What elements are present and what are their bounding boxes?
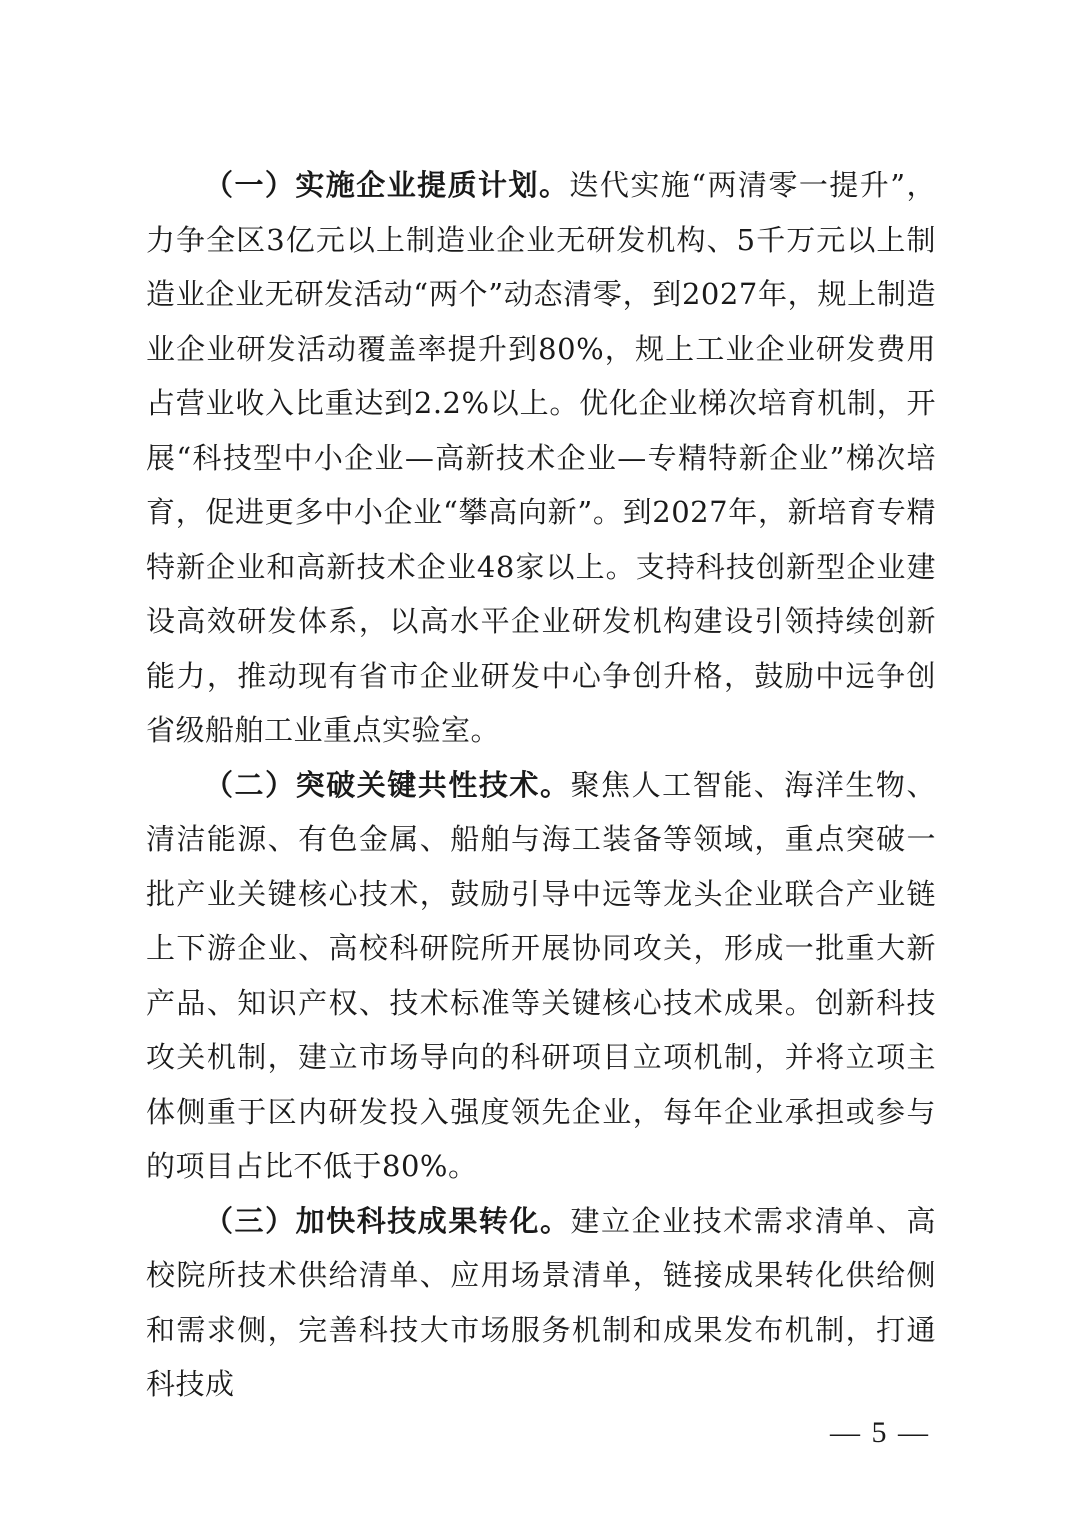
paragraph-1-body: 迭代实施“两清零一提升”，力争全区3亿元以上制造业企业无研发机构、5千万元以上制造业企业无研发活动“两个”动态清零，到2027年，规上制造业企业研发活动覆盖率提升到80%，规上工业企业研发费用占营业收入比重达到2.2%以上。优化企业梯次培育机制，开展“科技型中小企业—高新技术企业—专精特新企业”梯次培育，促进更多中小企业“攀高向新”。到2027年，新培育专精特新企业和高新技术企业48家以上。支持科技创新型企业建设高效研发体系，以高水平企业研发机构建设引领持续创新能力，推动现有省市企业研发中心争创升格，鼓励中远争创省级船舶工业重点实验室。 [146,168,936,747]
paragraph-1-heading: （一）实施企业提质计划。 [204,168,570,202]
page-number: — 5 — [830,1416,930,1449]
paragraph-3 [146,1194,936,1412]
paragraph-3-body: 建立企业技术需求清单、高校院所技术供给清单、应用场景清单，链接成果转化供给侧和需求侧，完善科技大市场服务机制和成果发布机制，打通科技成 [146,1203,936,1401]
paragraph-2-heading: （二）突破关键共性技术。 [204,767,571,802]
document-body [146,158,936,1412]
paragraph-2-body: 聚焦人工智能、海洋生物、清洁能源、有色金属、船舶与海工装备等领域，重点突破一批产业关键核心技术，鼓励引导中远等龙头企业联合产业链上下游企业、高校科研院所开展协同攻关，形成一批重大新产品、知识产权、技术标准等关键核心技术成果。创新科技攻关机制，建立市场导向的科研项目立项机制，并将立项主体侧重于区内研发投入强度领先企业，每年企业承担或参与的项目占比不低于80%。 [146,767,936,1183]
paragraph-1 [146,158,936,758]
paragraph-2 [146,758,936,1194]
paragraph-3-heading: （三）加快科技成果转化。 [204,1203,571,1238]
